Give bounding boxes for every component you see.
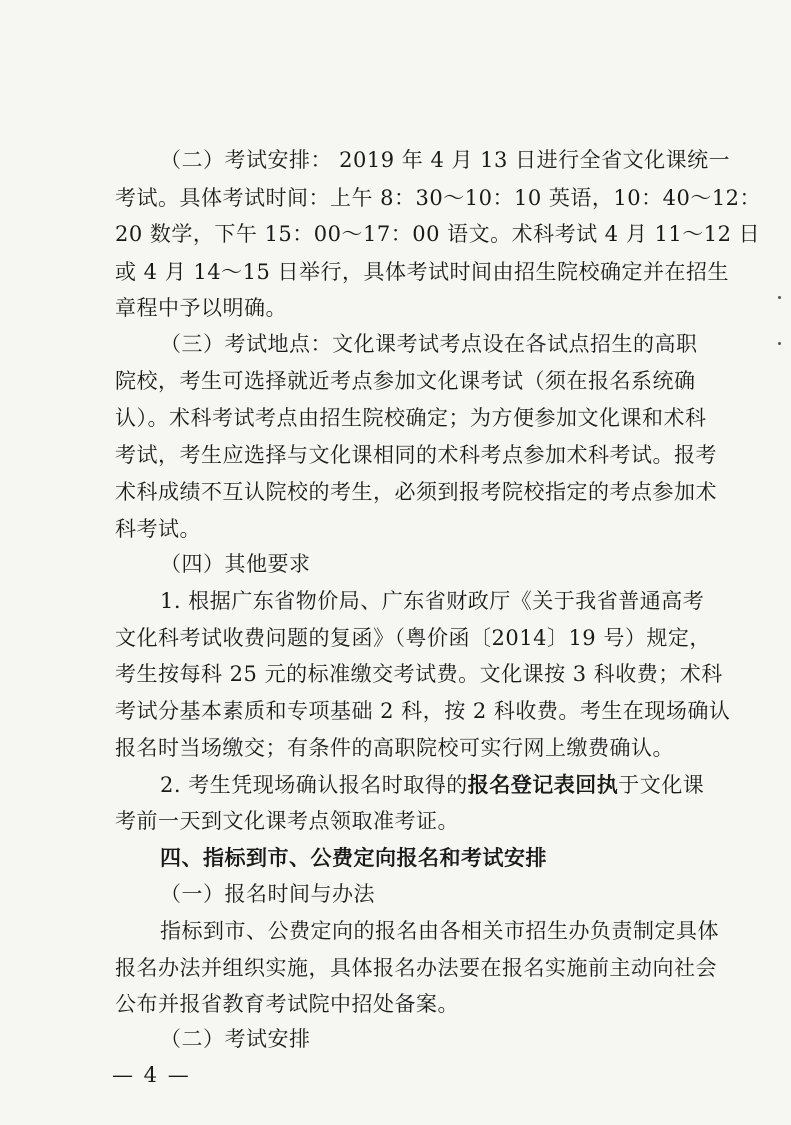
para-exam-arrangement-line-4: 或 4 月 14～15 日举行，具体考试时间由招生院校确定并在招生 [115, 260, 730, 284]
para-fee-line-3: 考生按每科 25 元的标准缴交考试费。文化课按 3 科收费；术科 [115, 662, 723, 686]
para-registration-line-1: 指标到市、公费定向的报名由各相关市招生办负责制定具体 [160, 919, 719, 943]
para-admission-ticket-line-1 [160, 770, 760, 800]
para-registration-line-2: 报名办法并组织实施，具体报名办法要在报名实施前主动向社会 [115, 956, 717, 980]
para-fee-line-4: 考试分基本素质和专项基础 2 科，按 2 科收费。考生在现场确认 [115, 699, 731, 723]
para-exam-location-line-4: 考试，考生应选择与文化课相同的术科考点参加术科考试。报考 [115, 443, 717, 467]
para-fee-line-5: 报名时当场缴交；有条件的高职院校可实行网上缴费确认。 [115, 736, 674, 760]
para-exam-arrangement-line-3: 20 数学，下午 15：00～17：00 语文。术科考试 4 月 11～12 日 [115, 222, 761, 246]
para-registration-line-3: 公布并报省教育考试院中招处备案。 [115, 992, 459, 1016]
subheading-registration-time: （一）报名时间与办法 [160, 882, 375, 906]
para-admission-ticket-line-2: 考前一天到文化课考点领取准考证。 [115, 809, 459, 833]
scan-speck [778, 342, 781, 345]
subheading-other-requirements: （四）其他要求 [160, 552, 311, 576]
subheading-exam-arrangement-2: （二）考试安排 [160, 1027, 311, 1051]
section-heading-4: 四、指标到市、公费定向报名和考试安排 [160, 846, 547, 870]
para-exam-location-line-5: 术科成绩不互认院校的考生，必须到报考院校指定的考点参加术 [115, 480, 717, 504]
para-exam-location-line-1: （三）考试地点：文化课考试考点设在各试点招生的高职 [160, 332, 698, 356]
para-exam-location-line-6: 科考试。 [115, 517, 201, 541]
para-fee-line-2: 文化科考试收费问题的复函》（粤价函〔2014〕19 号）规定， [115, 626, 711, 650]
scan-speck [778, 296, 781, 299]
page-number: — 4 — [112, 1063, 191, 1087]
para-exam-arrangement-line-5: 章程中予以明确。 [115, 296, 287, 320]
para-exam-location-line-2: 院校，考生可选择就近考点参加文化课考试（须在报名系统确 [115, 369, 696, 393]
admission-ticket-suffix: 于文化课 [618, 773, 705, 797]
para-fee-line-1: 1. 根据广东省物价局、广东省财政厅《关于我省普通高考 [160, 589, 705, 613]
para-exam-location-line-3: 认）。术科考试考点由招生院校确定；为方便参加文化课和术科 [115, 406, 707, 430]
registration-receipt-emphasis: 报名登记表回执 [467, 772, 619, 797]
para-exam-arrangement-line-1: （二）考试安排： 2019 年 4 月 13 日进行全省文化课统一 [160, 148, 731, 172]
admission-ticket-prefix: 2. 考生凭现场确认报名时取得的 [160, 773, 468, 797]
para-exam-arrangement-line-2: 考试。具体考试时间：上午 8：30～10：10 英语，10：40～12： [115, 186, 762, 210]
